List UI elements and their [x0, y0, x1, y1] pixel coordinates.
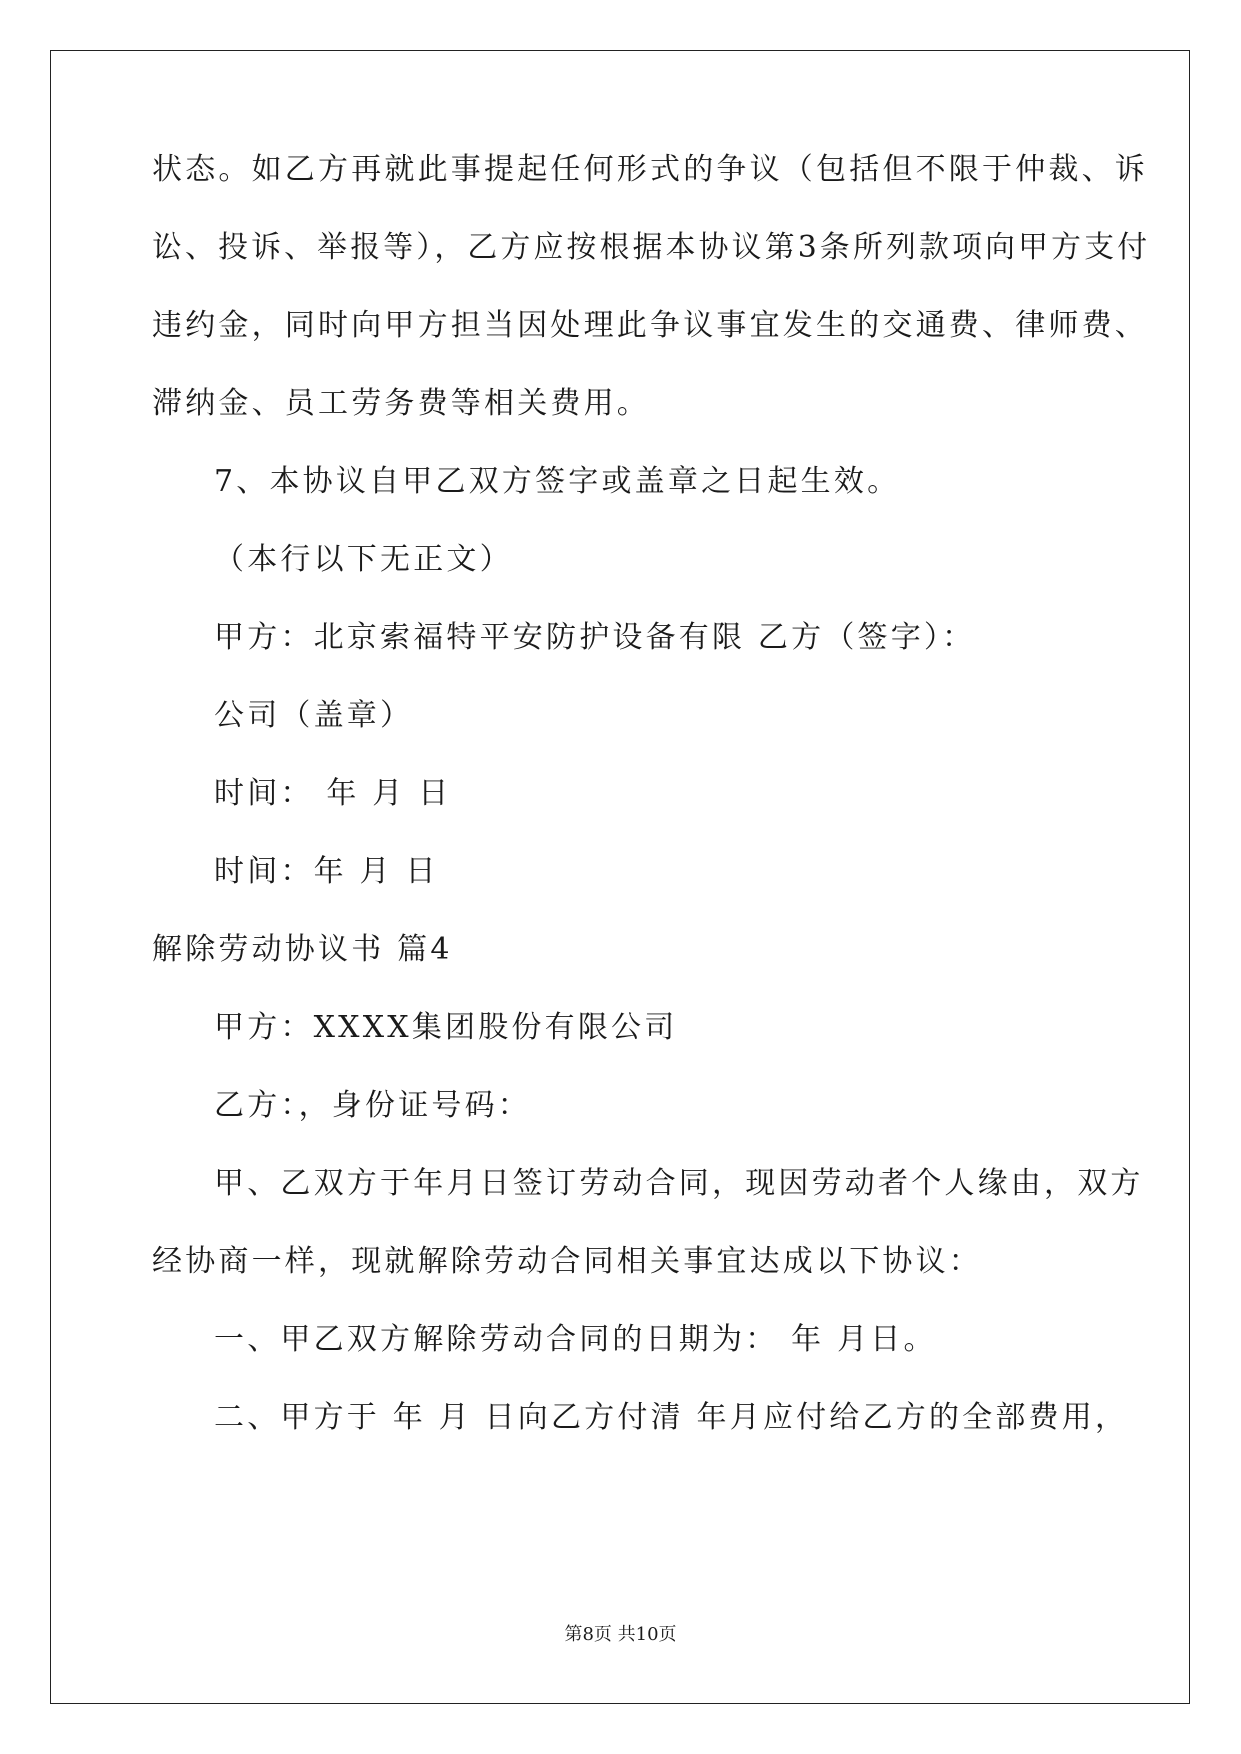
end-of-text-note: （本行以下无正文）	[214, 542, 513, 577]
text-line: 状态。如乙方再就此事提起任何形式的争议（包括但不限于仲裁、诉	[152, 152, 1148, 187]
date-line: 时间： 年 月 日	[214, 776, 452, 811]
party-a-line: 甲方：XXXX集团股份有限公司	[214, 1010, 678, 1045]
section-heading: 解除劳动协议书 篇4	[152, 932, 453, 967]
party-b-line: 乙方：，身份证号码：	[214, 1088, 531, 1123]
company-seal-line: 公司（盖章）	[214, 698, 414, 733]
date-line: 时间：年 月 日	[214, 854, 439, 889]
text-line: 甲、乙双方于年月日签订劳动合同，现因劳动者个人缘由，双方	[214, 1166, 1144, 1201]
signature-party-line: 甲方：北京索福特平安防护设备有限 乙方（签字）：	[214, 620, 976, 655]
text-line: 讼、投诉、举报等），乙方应按根据本协议第3条所列款项向甲方支付	[152, 230, 1151, 265]
text-line: 经协商一样，现就解除劳动合同相关事宜达成以下协议：	[152, 1244, 982, 1279]
text-line: 违约金，同时向甲方担当因处理此争议事宜发生的交通费、律师费、	[152, 308, 1148, 343]
clause-1: 一、甲乙双方解除劳动合同的日期为： 年 月日。	[214, 1322, 937, 1357]
text-line: 滞纳金、员工劳务费等相关费用。	[152, 386, 650, 421]
clause-2: 二、甲方于 年 月 日向乙方付清 年月应付给乙方的全部费用，	[214, 1400, 1129, 1435]
page-number-footer: 第8页 共10页	[564, 1624, 677, 1645]
clause-7: 7、本协议自甲乙双方签字或盖章之日起生效。	[214, 464, 901, 499]
